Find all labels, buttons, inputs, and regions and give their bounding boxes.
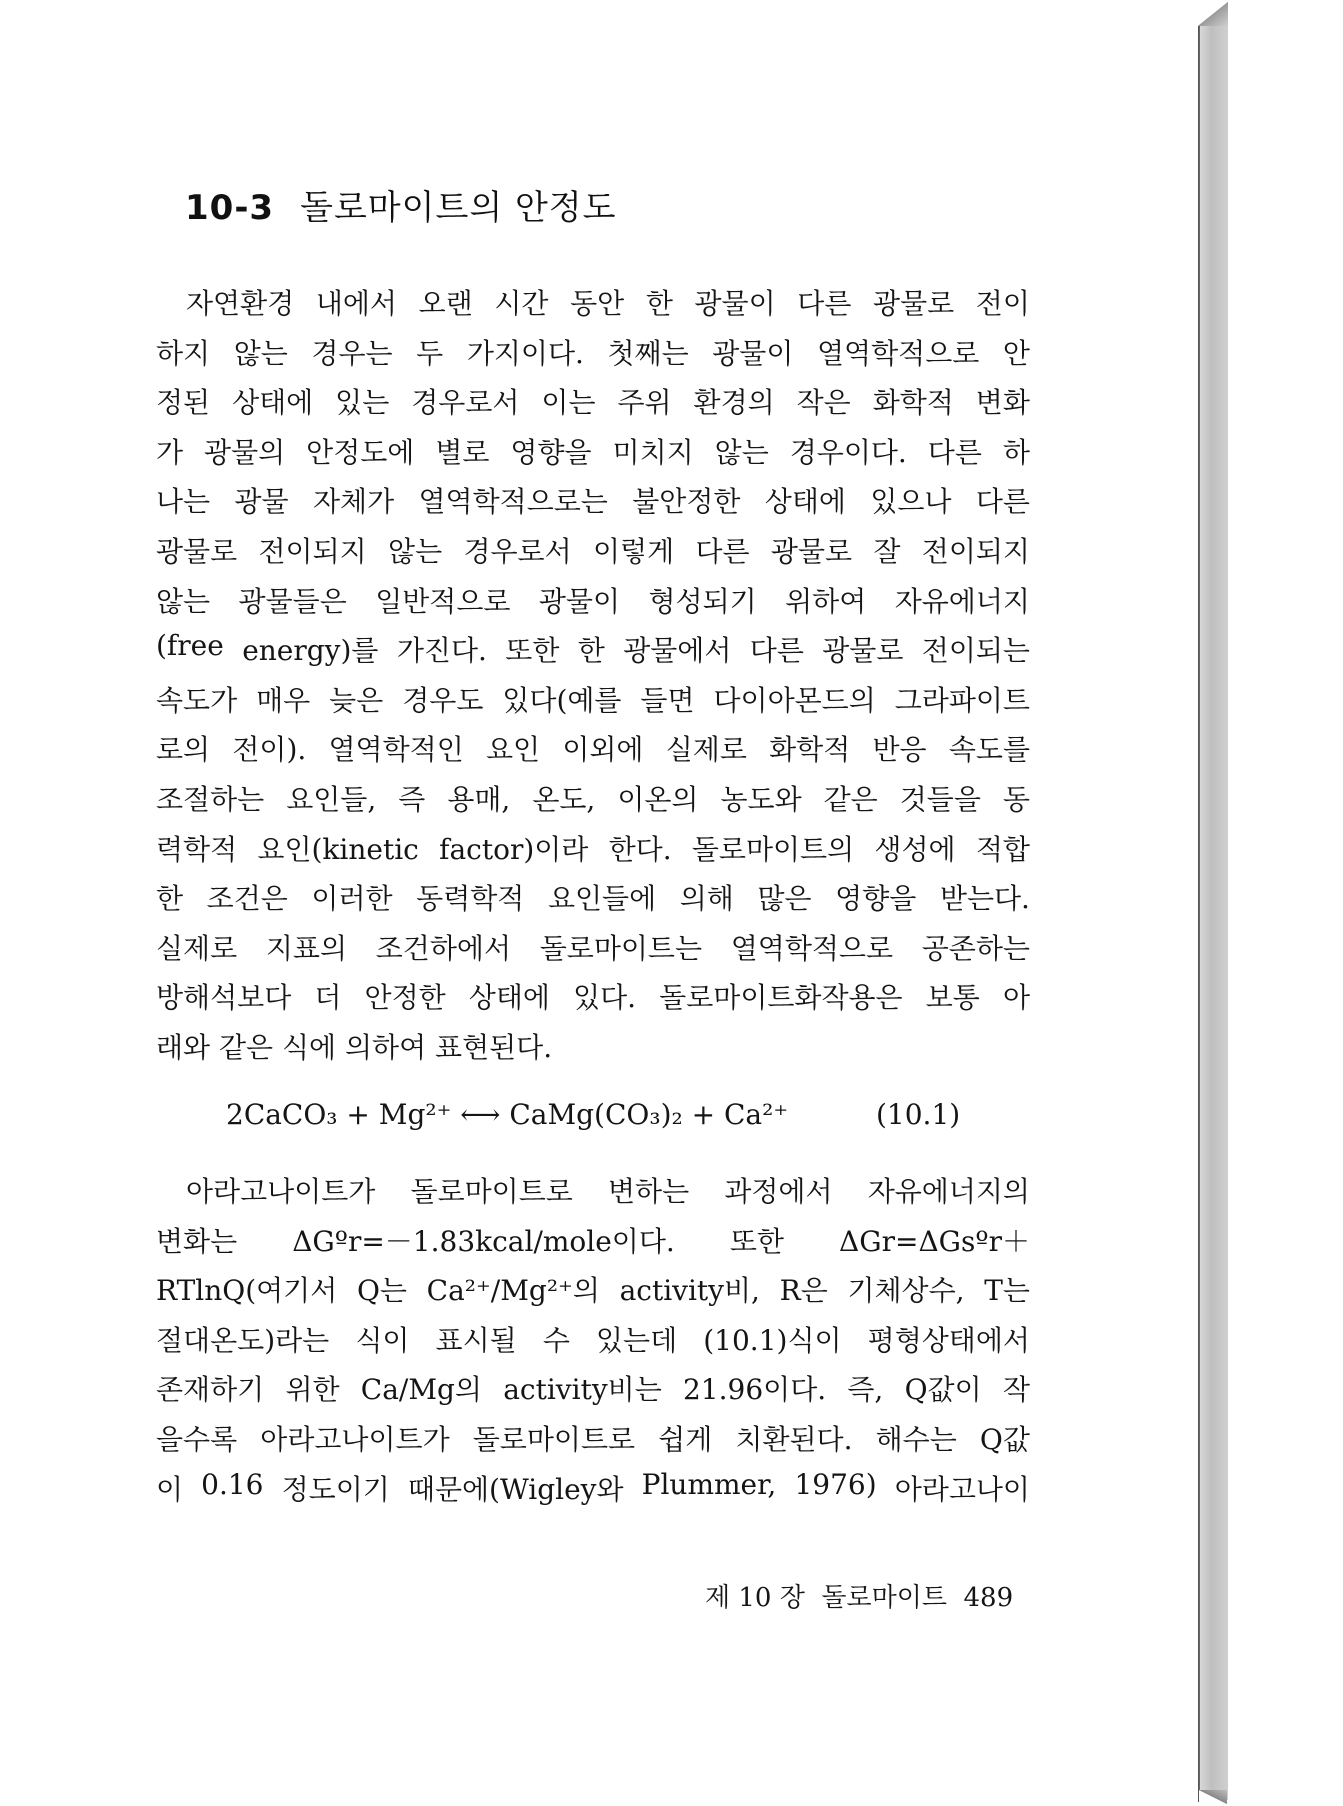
text-line: 나는 광물 자체가 열역학적으로는 불안정한 상태에 있으나 다른 bbox=[156, 485, 1030, 519]
text-line: 광물로 전이되지 않는 경우로서 이렇게 다른 광물로 잘 전이되지 bbox=[156, 535, 1030, 568]
text-line: 자연환경 내에서 오랜 시간 동안 한 광물이 다른 광물로 전이 bbox=[186, 287, 1030, 320]
footer-chapter: 제 10 장 bbox=[705, 1583, 805, 1613]
page-footer bbox=[705, 1577, 1013, 1614]
text-line: RTlnQ(여기서 Q는 Ca²⁺/Mg²⁺의 activity비, R은 기체상수, T는 bbox=[156, 1274, 1030, 1308]
text-line: 절대온도)라는 식이 표시될 수 있는데 (10.1)식이 평형상태에서 bbox=[156, 1323, 1030, 1357]
text-line: 가 광물의 안정도에 별로 영향을 미치지 않는 경우이다. 다른 하 bbox=[156, 435, 1030, 469]
text-line: 래와 같은 식에 의하여 표현된다. bbox=[156, 1031, 553, 1064]
page-fold-corner-bottom bbox=[1199, 1790, 1227, 1804]
text-line: 한 조건은 이러한 동력학적 요인들에 의해 많은 영향을 받는다. bbox=[156, 882, 1030, 916]
footer-chapter-title: 돌로마이트 bbox=[821, 1583, 947, 1613]
text-line: 방해석보다 더 안정한 상태에 있다. 돌로마이트화작용은 보통 아 bbox=[156, 981, 1030, 1015]
text-line: 을수록 아라고나이트가 돌로마이트로 쉽게 치환된다. 해수는 Q값 bbox=[156, 1423, 1030, 1456]
text-line: (free energy)를 가진다. 또한 한 광물에서 다른 광물로 전이되는 bbox=[156, 629, 1030, 668]
page-fold-corner-top bbox=[1198, 2, 1228, 26]
text-line: 정된 상태에 있는 경우로서 이는 주위 환경의 작은 화학적 변화 bbox=[156, 386, 1030, 420]
text-line: 조절하는 요인들, 즉 용매, 온도, 이온의 농도와 같은 것들을 동 bbox=[156, 783, 1030, 816]
section-heading bbox=[185, 180, 617, 229]
section-number: 10-3 bbox=[185, 188, 275, 228]
page-number: 489 bbox=[963, 1583, 1014, 1613]
equation: 2CaCO₃ + Mg²⁺ ⟷ CaMg(CO₃)₂ + Ca²⁺ bbox=[226, 1098, 789, 1131]
text-line: 변화는 ΔGºr=－1.83kcal/mole이다. 또한 ΔGr=ΔGsºr＋ bbox=[156, 1224, 1030, 1258]
text-line: 이 0.16 정도이기 때문에(Wigley와 Plummer, 1976) 아라고나이 bbox=[156, 1467, 1030, 1506]
text-line: 아라고나이트가 돌로마이트로 변하는 과정에서 자유에너지의 bbox=[186, 1175, 1030, 1208]
text-line: 존재하기 위한 Ca/Mg의 activity비는 21.96이다. 즉, Q값이 작 bbox=[156, 1373, 1030, 1407]
text-line: 력학적 요인(kinetic factor)이라 한다. 돌로마이트의 생성에 적합 bbox=[156, 832, 1030, 866]
text-line: 로의 전이). 열역학적인 요인 이외에 실제로 화학적 반응 속도를 bbox=[156, 733, 1030, 767]
section-title: 돌로마이트의 안정도 bbox=[300, 188, 617, 228]
text-line: 실제로 지표의 조건하에서 돌로마이트는 열역학적으로 공존하는 bbox=[156, 931, 1030, 965]
equation-number: (10.1) bbox=[876, 1098, 961, 1131]
text-line: 속도가 매우 늦은 경우도 있다(예를 들면 다이아몬드의 그라파이트 bbox=[156, 683, 1030, 717]
page-stack-edge bbox=[1199, 8, 1228, 1800]
text-line: 하지 않는 경우는 두 가지이다. 첫째는 광물이 열역학적으로 안 bbox=[156, 336, 1030, 370]
text-line: 않는 광물들은 일반적으로 광물이 형성되기 위하여 자유에너지 bbox=[156, 584, 1030, 618]
